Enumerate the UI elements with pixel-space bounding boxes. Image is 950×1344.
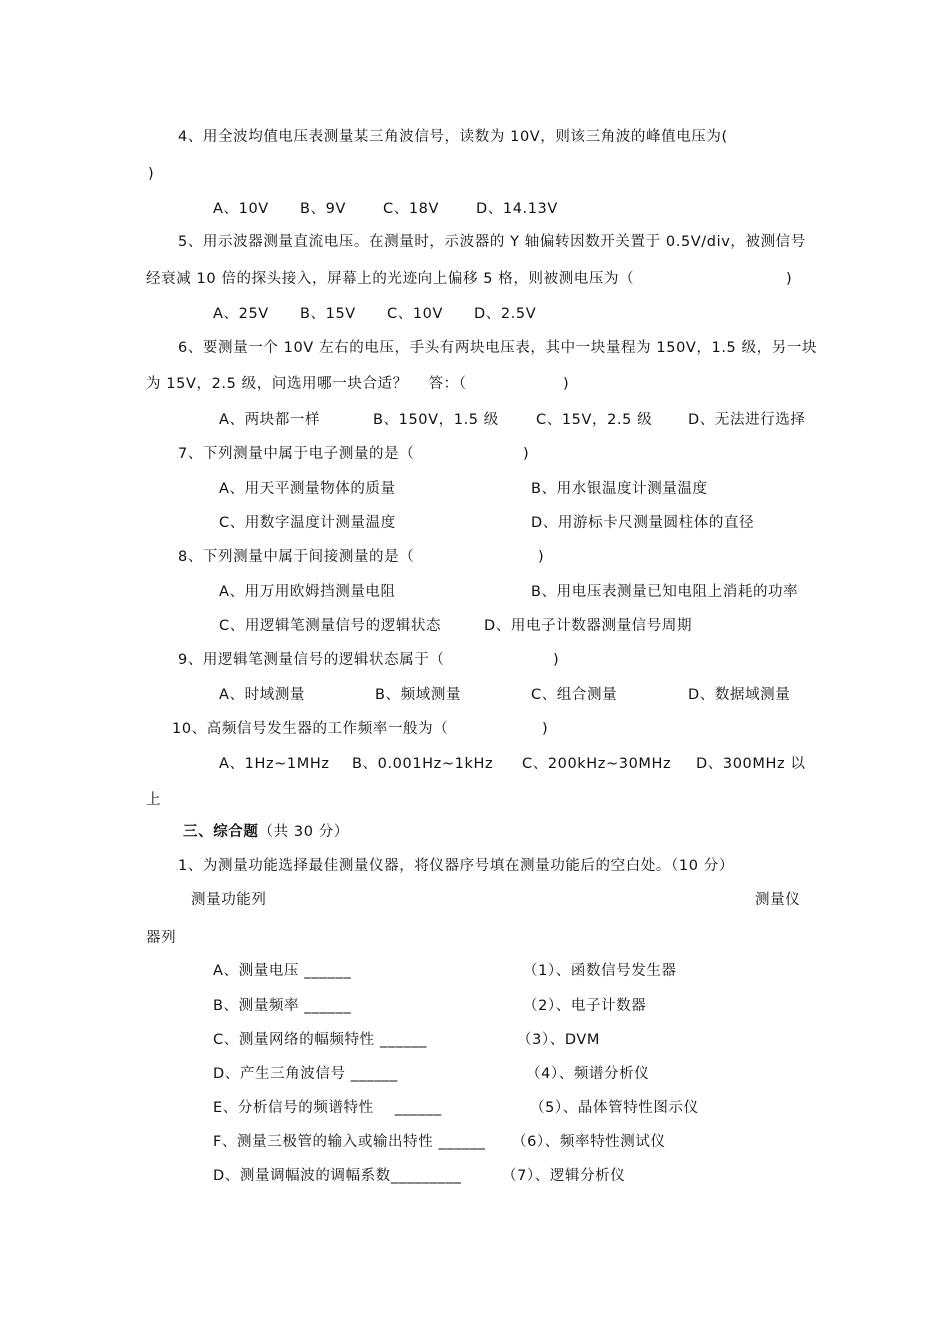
q8-option-c: C、用逻辑笔测量信号的逻辑状态 <box>219 618 442 634</box>
q8-option-d: D、用电子计数器测量信号周期 <box>484 618 693 634</box>
q7-option-d: D、用游标卡尺测量圆柱体的直径 <box>531 515 755 531</box>
q10-close-paren: ) <box>542 721 549 737</box>
match-left-item: C、测量网络的幅频特性 ______ <box>213 1032 428 1048</box>
q9-option-a: A、时域测量 <box>219 687 306 703</box>
q6-close-paren: ) <box>563 376 570 392</box>
q9-option-b: B、频域测量 <box>375 687 462 703</box>
match-left-item: A、测量电压 ______ <box>213 963 352 979</box>
q10-option-d: D、300MHz 以 <box>696 756 806 772</box>
q8-option-a: A、用万用欧姆挡测量电阻 <box>219 584 396 600</box>
q6-option-b: B、150V，1.5 级 <box>373 412 499 428</box>
q5-option-c: C、10V <box>387 306 443 322</box>
column-header-functions: 测量功能列 <box>191 892 267 908</box>
match-right-item: （5）、晶体管特性图示仪 <box>530 1100 699 1116</box>
section-3-title: 三、综合题 <box>183 824 259 840</box>
q5-stem: 5、用示波器测量直流电压。在测量时，示波器的 Y 轴偏转因数开关置于 0.5V/div，被测信号 <box>178 234 806 250</box>
q9-stem: 9、用逻辑笔测量信号的逻辑状态属于（ <box>178 652 445 668</box>
q10-stem: 10、高频信号发生器的工作频率一般为（ <box>172 721 449 737</box>
q5-close-paren: ) <box>786 271 793 287</box>
section-3-q1: 1、为测量功能选择最佳测量仪器，将仪器序号填在测量功能后的空白处。（10 分） <box>178 858 734 874</box>
match-right-item: （1）、函数信号发生器 <box>523 963 677 979</box>
column-header-instruments: 测量仪 <box>755 892 801 908</box>
q5-option-d: D、2.5V <box>474 306 537 322</box>
match-right-item: （6）、频率特性测试仪 <box>512 1134 666 1150</box>
q9-option-d: D、数据域测量 <box>688 687 791 703</box>
match-left-item: B、测量频率 ______ <box>213 998 352 1014</box>
q6-option-a: A、两块都一样 <box>219 412 321 428</box>
q8-stem: 8、下列测量中属于间接测量的是（ <box>178 549 415 565</box>
match-left-item: E、分析信号的频谱特性 ______ <box>213 1100 442 1116</box>
q7-option-c: C、用数字温度计测量温度 <box>219 515 396 531</box>
q6-option-c: C、15V，2.5 级 <box>536 412 653 428</box>
q6-stem-cont: 为 15V，2.5 级，问选用哪一块合适？ 答：（ <box>146 376 467 392</box>
q8-close-paren: ) <box>538 549 545 565</box>
section-3-heading <box>183 822 349 842</box>
q9-option-c: C、组合测量 <box>531 687 618 703</box>
q4-option-a: A、10V <box>213 201 269 217</box>
q4-stem: 4、用全波均值电压表测量某三角波信号，读数为 10V，则该三角波的峰值电压为( <box>178 129 728 145</box>
q6-stem: 6、要测量一个 10V 左右的电压，手头有两块电压表，其中一块量程为 150V，1.5 级，另一块 <box>178 340 818 356</box>
q7-close-paren: ) <box>523 446 530 462</box>
match-right-item: （4）、频谱分析仪 <box>526 1066 650 1082</box>
column-header-instruments-cont: 器列 <box>146 930 177 946</box>
section-3-score: （共 30 分） <box>258 824 349 840</box>
q7-stem: 7、下列测量中属于电子测量的是（ <box>178 446 415 462</box>
q7-option-a: A、用天平测量物体的质量 <box>219 481 396 497</box>
q10-option-a: A、1Hz~1MHz <box>219 756 330 772</box>
q4-option-b: B、9V <box>300 201 346 217</box>
match-right-item: （7）、逻辑分析仪 <box>502 1168 626 1184</box>
q10-option-c: C、200kHz~30MHz <box>522 756 672 772</box>
q5-option-b: B、15V <box>300 306 356 322</box>
match-left-item: D、测量调幅波的调幅系数_________ <box>213 1168 462 1184</box>
q8-option-b: B、用电压表测量已知电阻上消耗的功率 <box>531 584 799 600</box>
match-left-item: F、测量三极管的输入或输出特性 ______ <box>213 1134 486 1150</box>
q10-option-d-cont: 上 <box>146 792 162 808</box>
q4-stem-cont: ) <box>148 166 155 182</box>
q6-option-d: D、无法进行选择 <box>688 412 806 428</box>
q5-option-a: A、25V <box>213 306 269 322</box>
q9-close-paren: ) <box>553 652 560 668</box>
q10-option-b: B、0.001Hz~1kHz <box>352 756 494 772</box>
q4-option-d: D、14.13V <box>476 201 558 217</box>
match-left-item: D、产生三角波信号 ______ <box>213 1066 398 1082</box>
match-right-item: （3）、DVM <box>517 1032 601 1048</box>
q4-option-c: C、18V <box>383 201 439 217</box>
q7-option-b: B、用水银温度计测量温度 <box>531 481 708 497</box>
match-right-item: （2）、电子计数器 <box>523 998 647 1014</box>
q5-stem-cont: 经衰减 10 倍的探头接入，屏幕上的光迹向上偏移 5 格，则被测电压为（ <box>146 271 635 287</box>
